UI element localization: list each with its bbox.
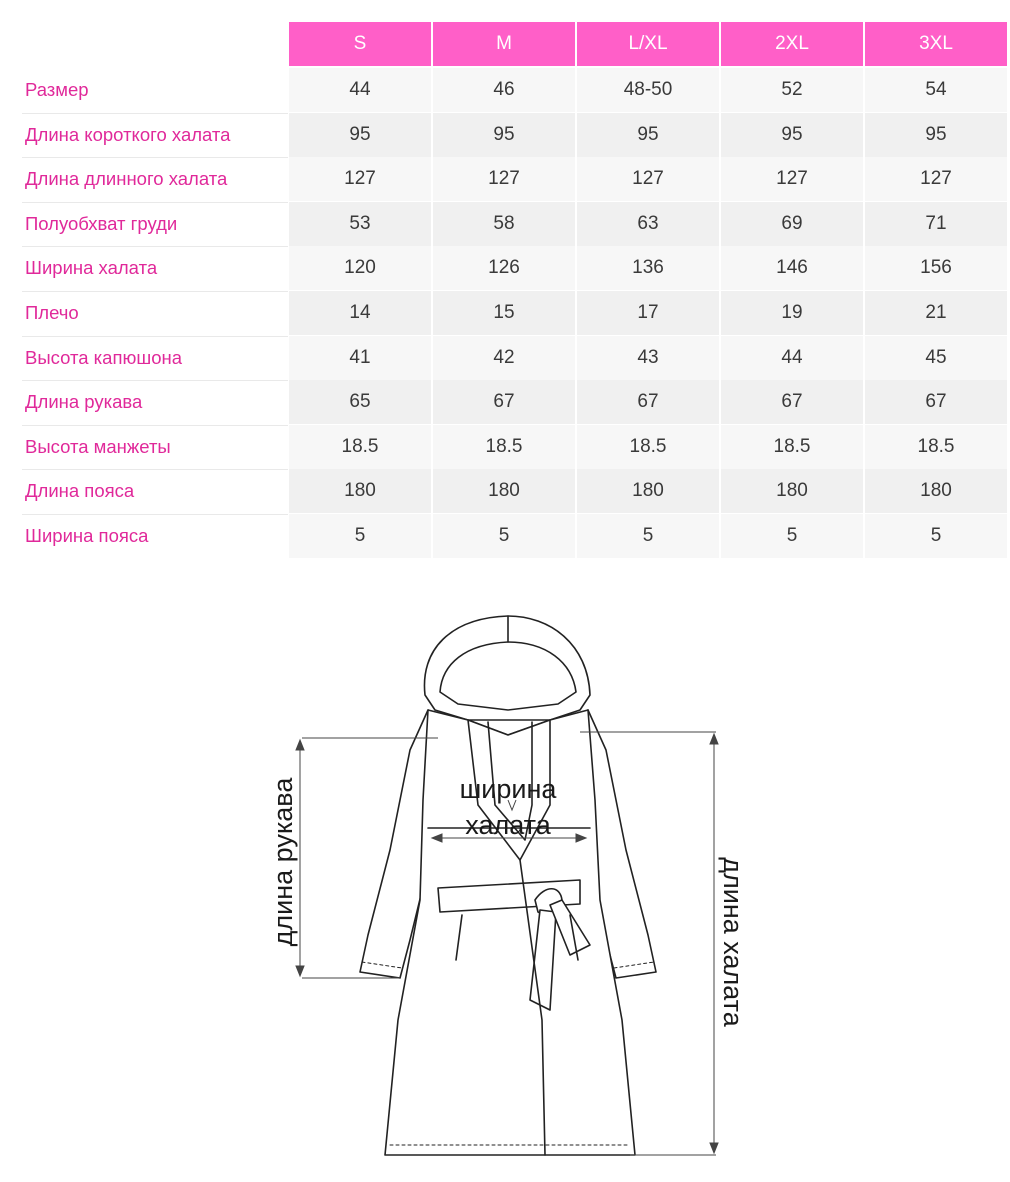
- table-row: [0, 68, 1010, 112]
- row-divider: [22, 291, 288, 292]
- table-cell: 127: [577, 157, 719, 201]
- row-divider: [22, 202, 288, 203]
- row-label: Длина короткого халата: [25, 123, 231, 145]
- table-cell: 180: [289, 469, 431, 513]
- table-cell: 67: [865, 380, 1007, 424]
- table-cell: 5: [865, 514, 1007, 558]
- table-cell: 120: [289, 246, 431, 290]
- table-cell: 95: [721, 113, 863, 157]
- table-cell: 95: [865, 113, 1007, 157]
- table-cell: 18.5: [577, 425, 719, 469]
- row-label: Плечо: [25, 302, 79, 323]
- table-cell: 63: [577, 202, 719, 246]
- table-row: [0, 336, 1010, 380]
- table-cell: 53: [289, 202, 431, 246]
- table-cell: 127: [865, 157, 1007, 201]
- row-label: Ширина пояса: [25, 525, 149, 546]
- row-divider: [22, 336, 288, 337]
- table-cell: 180: [577, 469, 719, 513]
- table-cell: 44: [721, 336, 863, 380]
- row-divider: [22, 380, 288, 381]
- table-row: [0, 246, 1010, 290]
- table-row: [0, 202, 1010, 246]
- table-cell: 65: [289, 380, 431, 424]
- row-label: Ширина халата: [25, 257, 158, 279]
- size-header-cell: S: [289, 22, 431, 66]
- table-cell: 52: [721, 68, 863, 112]
- row-divider: [22, 246, 288, 247]
- table-row: [0, 113, 1010, 157]
- table-cell: 48-50: [577, 68, 719, 112]
- table-cell: 18.5: [865, 425, 1007, 469]
- table-cell: 146: [721, 246, 863, 290]
- table-cell: 5: [577, 514, 719, 558]
- row-label: Длина длинного халата: [25, 168, 228, 190]
- table-row: [0, 425, 1010, 469]
- table-row: [0, 514, 1010, 558]
- table-cell: 156: [865, 246, 1007, 290]
- table-cell: 41: [289, 336, 431, 380]
- table-cell: 19: [721, 291, 863, 335]
- table-cell: 14: [289, 291, 431, 335]
- size-header-cell: L/XL: [577, 22, 719, 66]
- table-cell: 5: [721, 514, 863, 558]
- size-header-cell: M: [433, 22, 575, 66]
- table-cell: 180: [721, 469, 863, 513]
- table-cell: 95: [433, 113, 575, 157]
- row-divider: [22, 157, 288, 158]
- table-cell: 67: [577, 380, 719, 424]
- row-label: Длина рукава: [25, 391, 143, 413]
- table-cell: 95: [289, 113, 431, 157]
- width-label-line1: ширина: [459, 774, 557, 804]
- table-cell: 126: [433, 246, 575, 290]
- width-label-line2: халата: [465, 810, 551, 840]
- table-cell: 44: [289, 68, 431, 112]
- table-cell: 180: [433, 469, 575, 513]
- row-divider: [22, 425, 288, 426]
- row-divider: [22, 469, 288, 470]
- table-cell: 45: [865, 336, 1007, 380]
- row-label: Высота капюшона: [25, 346, 182, 368]
- size-header-cell: 3XL: [865, 22, 1007, 66]
- table-cell: 18.5: [721, 425, 863, 469]
- table-cell: 127: [433, 157, 575, 201]
- table-cell: 127: [289, 157, 431, 201]
- size-header-cell: 2XL: [721, 22, 863, 66]
- robe-length-label: длина халата: [718, 857, 748, 1027]
- row-label: Полуобхват груди: [25, 212, 178, 234]
- table-cell: 54: [865, 68, 1007, 112]
- table-cell: 95: [577, 113, 719, 157]
- table-cell: 42: [433, 336, 575, 380]
- table-row: [0, 157, 1010, 201]
- table-cell: 18.5: [433, 425, 575, 469]
- table-cell: 15: [433, 291, 575, 335]
- table-cell: 127: [721, 157, 863, 201]
- table-cell: 136: [577, 246, 719, 290]
- robe-diagram: [250, 600, 770, 1170]
- row-divider: [22, 514, 288, 515]
- table-row: [0, 469, 1010, 513]
- row-label: Длина пояса: [25, 480, 135, 502]
- size-header-row: [0, 22, 1010, 66]
- sleeve-length-label: длина рукава: [268, 777, 298, 947]
- table-cell: 17: [577, 291, 719, 335]
- table-row: [0, 291, 1010, 335]
- row-label: Размер: [25, 79, 89, 100]
- table-cell: 71: [865, 202, 1007, 246]
- table-cell: 58: [433, 202, 575, 246]
- table-cell: 21: [865, 291, 1007, 335]
- table-cell: 69: [721, 202, 863, 246]
- robe-illustration: [250, 600, 770, 1170]
- table-cell: 67: [433, 380, 575, 424]
- table-cell: 18.5: [289, 425, 431, 469]
- row-label: Высота манжеты: [25, 435, 171, 457]
- table-row: [0, 380, 1010, 424]
- table-cell: 5: [289, 514, 431, 558]
- table-cell: 180: [865, 469, 1007, 513]
- table-cell: 67: [721, 380, 863, 424]
- table-cell: 43: [577, 336, 719, 380]
- row-divider: [22, 113, 288, 114]
- table-cell: 46: [433, 68, 575, 112]
- table-cell: 5: [433, 514, 575, 558]
